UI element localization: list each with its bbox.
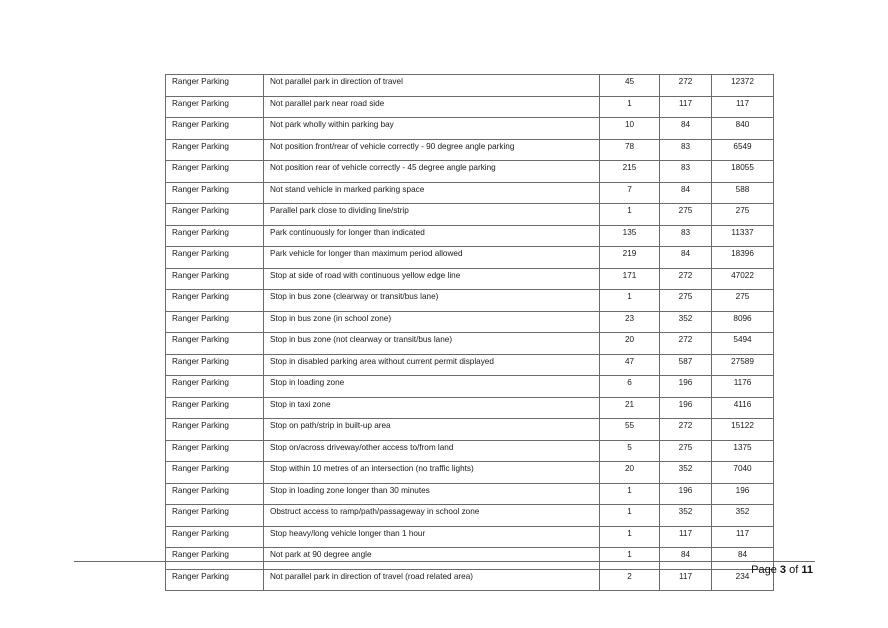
total-cell: 275 (712, 204, 774, 226)
offence-description-cell: Stop in taxi zone (264, 397, 600, 419)
count-cell: 2 (600, 569, 660, 591)
offence-description-cell: Stop in loading zone (264, 376, 600, 398)
total-cell: 15122 (712, 419, 774, 441)
table-row (166, 548, 774, 570)
total-cell: 18055 (712, 161, 774, 183)
table-row (166, 462, 774, 484)
table-row (166, 225, 774, 247)
category-cell: Ranger Parking (166, 440, 264, 462)
total-cell: 117 (712, 96, 774, 118)
table-row (166, 376, 774, 398)
category-cell: Ranger Parking (166, 526, 264, 548)
category-cell: Ranger Parking (166, 204, 264, 226)
offence-description-cell: Park vehicle for longer than maximum period allowed (264, 247, 600, 269)
total-cell: 7040 (712, 462, 774, 484)
total-cell: 4116 (712, 397, 774, 419)
table-row (166, 569, 774, 591)
offence-description-cell: Stop at side of road with continuous yellow edge line (264, 268, 600, 290)
total-cell: 234 (712, 569, 774, 591)
table-row (166, 268, 774, 290)
penalty-cell: 117 (660, 96, 712, 118)
penalty-cell: 196 (660, 397, 712, 419)
penalty-cell: 117 (660, 526, 712, 548)
penalty-cell: 84 (660, 182, 712, 204)
category-cell: Ranger Parking (166, 505, 264, 527)
penalty-cell: 196 (660, 376, 712, 398)
table-row (166, 75, 774, 97)
penalty-cell: 272 (660, 268, 712, 290)
total-cell: 352 (712, 505, 774, 527)
category-cell: Ranger Parking (166, 247, 264, 269)
page-number (751, 564, 813, 576)
offence-description-cell: Not park at 90 degree angle (264, 548, 600, 570)
category-cell: Ranger Parking (166, 462, 264, 484)
table-row (166, 204, 774, 226)
offence-description-cell: Stop heavy/long vehicle longer than 1 hour (264, 526, 600, 548)
count-cell: 1 (600, 483, 660, 505)
penalty-cell: 275 (660, 440, 712, 462)
category-cell: Ranger Parking (166, 397, 264, 419)
penalty-cell: 275 (660, 204, 712, 226)
category-cell: Ranger Parking (166, 548, 264, 570)
penalty-cell: 272 (660, 75, 712, 97)
count-cell: 20 (600, 462, 660, 484)
count-cell: 215 (600, 161, 660, 183)
count-cell: 6 (600, 376, 660, 398)
category-cell: Ranger Parking (166, 419, 264, 441)
count-cell: 55 (600, 419, 660, 441)
category-cell: Ranger Parking (166, 311, 264, 333)
offence-description-cell: Not position front/rear of vehicle correctly - 90 degree angle parking (264, 139, 600, 161)
count-cell: 1 (600, 548, 660, 570)
table-row (166, 290, 774, 312)
penalty-cell: 83 (660, 225, 712, 247)
offence-description-cell: Stop in bus zone (not clearway or transit/bus lane) (264, 333, 600, 355)
category-cell: Ranger Parking (166, 161, 264, 183)
penalty-cell: 84 (660, 548, 712, 570)
penalty-cell: 117 (660, 569, 712, 591)
footer-divider (74, 561, 815, 562)
total-cell: 18396 (712, 247, 774, 269)
category-cell: Ranger Parking (166, 139, 264, 161)
total-cell: 5494 (712, 333, 774, 355)
total-cell: 6549 (712, 139, 774, 161)
count-cell: 171 (600, 268, 660, 290)
count-cell: 45 (600, 75, 660, 97)
category-cell: Ranger Parking (166, 118, 264, 140)
penalty-cell: 272 (660, 333, 712, 355)
table-row (166, 505, 774, 527)
offence-description-cell: Not parallel park in direction of travel (264, 75, 600, 97)
table-row (166, 483, 774, 505)
count-cell: 135 (600, 225, 660, 247)
category-cell: Ranger Parking (166, 333, 264, 355)
offence-description-cell: Stop on path/strip in built-up area (264, 419, 600, 441)
total-cell: 196 (712, 483, 774, 505)
offence-description-cell: Obstruct access to ramp/path/passageway in school zone (264, 505, 600, 527)
offence-description-cell: Not parallel park in direction of travel (road related area) (264, 569, 600, 591)
offence-description-cell: Stop within 10 metres of an intersection (no traffic lights) (264, 462, 600, 484)
table-row (166, 161, 774, 183)
table-row (166, 397, 774, 419)
penalty-cell: 275 (660, 290, 712, 312)
total-cell: 8096 (712, 311, 774, 333)
total-cell: 27589 (712, 354, 774, 376)
penalty-cell: 587 (660, 354, 712, 376)
page-current: 3 (779, 564, 787, 576)
total-cell: 47022 (712, 268, 774, 290)
page-word: Page (751, 564, 777, 576)
table-row (166, 118, 774, 140)
category-cell: Ranger Parking (166, 569, 264, 591)
count-cell: 7 (600, 182, 660, 204)
category-cell: Ranger Parking (166, 268, 264, 290)
offence-description-cell: Stop in bus zone (clearway or transit/bus lane) (264, 290, 600, 312)
count-cell: 47 (600, 354, 660, 376)
count-cell: 20 (600, 333, 660, 355)
category-cell: Ranger Parking (166, 483, 264, 505)
table-row (166, 526, 774, 548)
penalty-cell: 352 (660, 505, 712, 527)
penalty-cell: 272 (660, 419, 712, 441)
category-cell: Ranger Parking (166, 96, 264, 118)
total-cell: 117 (712, 526, 774, 548)
total-cell: 275 (712, 290, 774, 312)
category-cell: Ranger Parking (166, 75, 264, 97)
table-row (166, 333, 774, 355)
count-cell: 10 (600, 118, 660, 140)
table-row (166, 311, 774, 333)
category-cell: Ranger Parking (166, 290, 264, 312)
table-row (166, 139, 774, 161)
penalty-cell: 83 (660, 161, 712, 183)
table-row (166, 96, 774, 118)
offence-description-cell: Stop in bus zone (in school zone) (264, 311, 600, 333)
offence-description-cell: Stop on/across driveway/other access to/from land (264, 440, 600, 462)
table-row (166, 419, 774, 441)
offence-table (165, 74, 774, 591)
count-cell: 1 (600, 505, 660, 527)
count-cell: 1 (600, 96, 660, 118)
category-cell: Ranger Parking (166, 182, 264, 204)
offence-table-container (165, 74, 773, 591)
total-cell: 11337 (712, 225, 774, 247)
penalty-cell: 196 (660, 483, 712, 505)
category-cell: Ranger Parking (166, 225, 264, 247)
page-of: of (789, 564, 799, 576)
offence-description-cell: Not position rear of vehicle correctly - 45 degree angle parking (264, 161, 600, 183)
count-cell: 1 (600, 204, 660, 226)
offence-description-cell: Not parallel park near road side (264, 96, 600, 118)
offence-table-body (166, 75, 774, 591)
count-cell: 1 (600, 526, 660, 548)
total-cell: 12372 (712, 75, 774, 97)
table-row (166, 354, 774, 376)
table-row (166, 440, 774, 462)
page-total: 11 (801, 564, 813, 576)
offence-description-cell: Not stand vehicle in marked parking space (264, 182, 600, 204)
count-cell: 21 (600, 397, 660, 419)
offence-description-cell: Parallel park close to dividing line/strip (264, 204, 600, 226)
count-cell: 1 (600, 290, 660, 312)
offence-description-cell: Not park wholly within parking bay (264, 118, 600, 140)
penalty-cell: 83 (660, 139, 712, 161)
penalty-cell: 352 (660, 311, 712, 333)
total-cell: 1176 (712, 376, 774, 398)
offence-description-cell: Stop in disabled parking area without current permit displayed (264, 354, 600, 376)
total-cell: 840 (712, 118, 774, 140)
penalty-cell: 84 (660, 247, 712, 269)
count-cell: 78 (600, 139, 660, 161)
penalty-cell: 84 (660, 118, 712, 140)
offence-description-cell: Stop in loading zone longer than 30 minutes (264, 483, 600, 505)
total-cell: 84 (712, 548, 774, 570)
count-cell: 5 (600, 440, 660, 462)
category-cell: Ranger Parking (166, 354, 264, 376)
offence-description-cell: Park continuously for longer than indicated (264, 225, 600, 247)
count-cell: 23 (600, 311, 660, 333)
category-cell: Ranger Parking (166, 376, 264, 398)
total-cell: 1375 (712, 440, 774, 462)
penalty-cell: 352 (660, 462, 712, 484)
table-row (166, 182, 774, 204)
count-cell: 219 (600, 247, 660, 269)
total-cell: 588 (712, 182, 774, 204)
table-row (166, 247, 774, 269)
